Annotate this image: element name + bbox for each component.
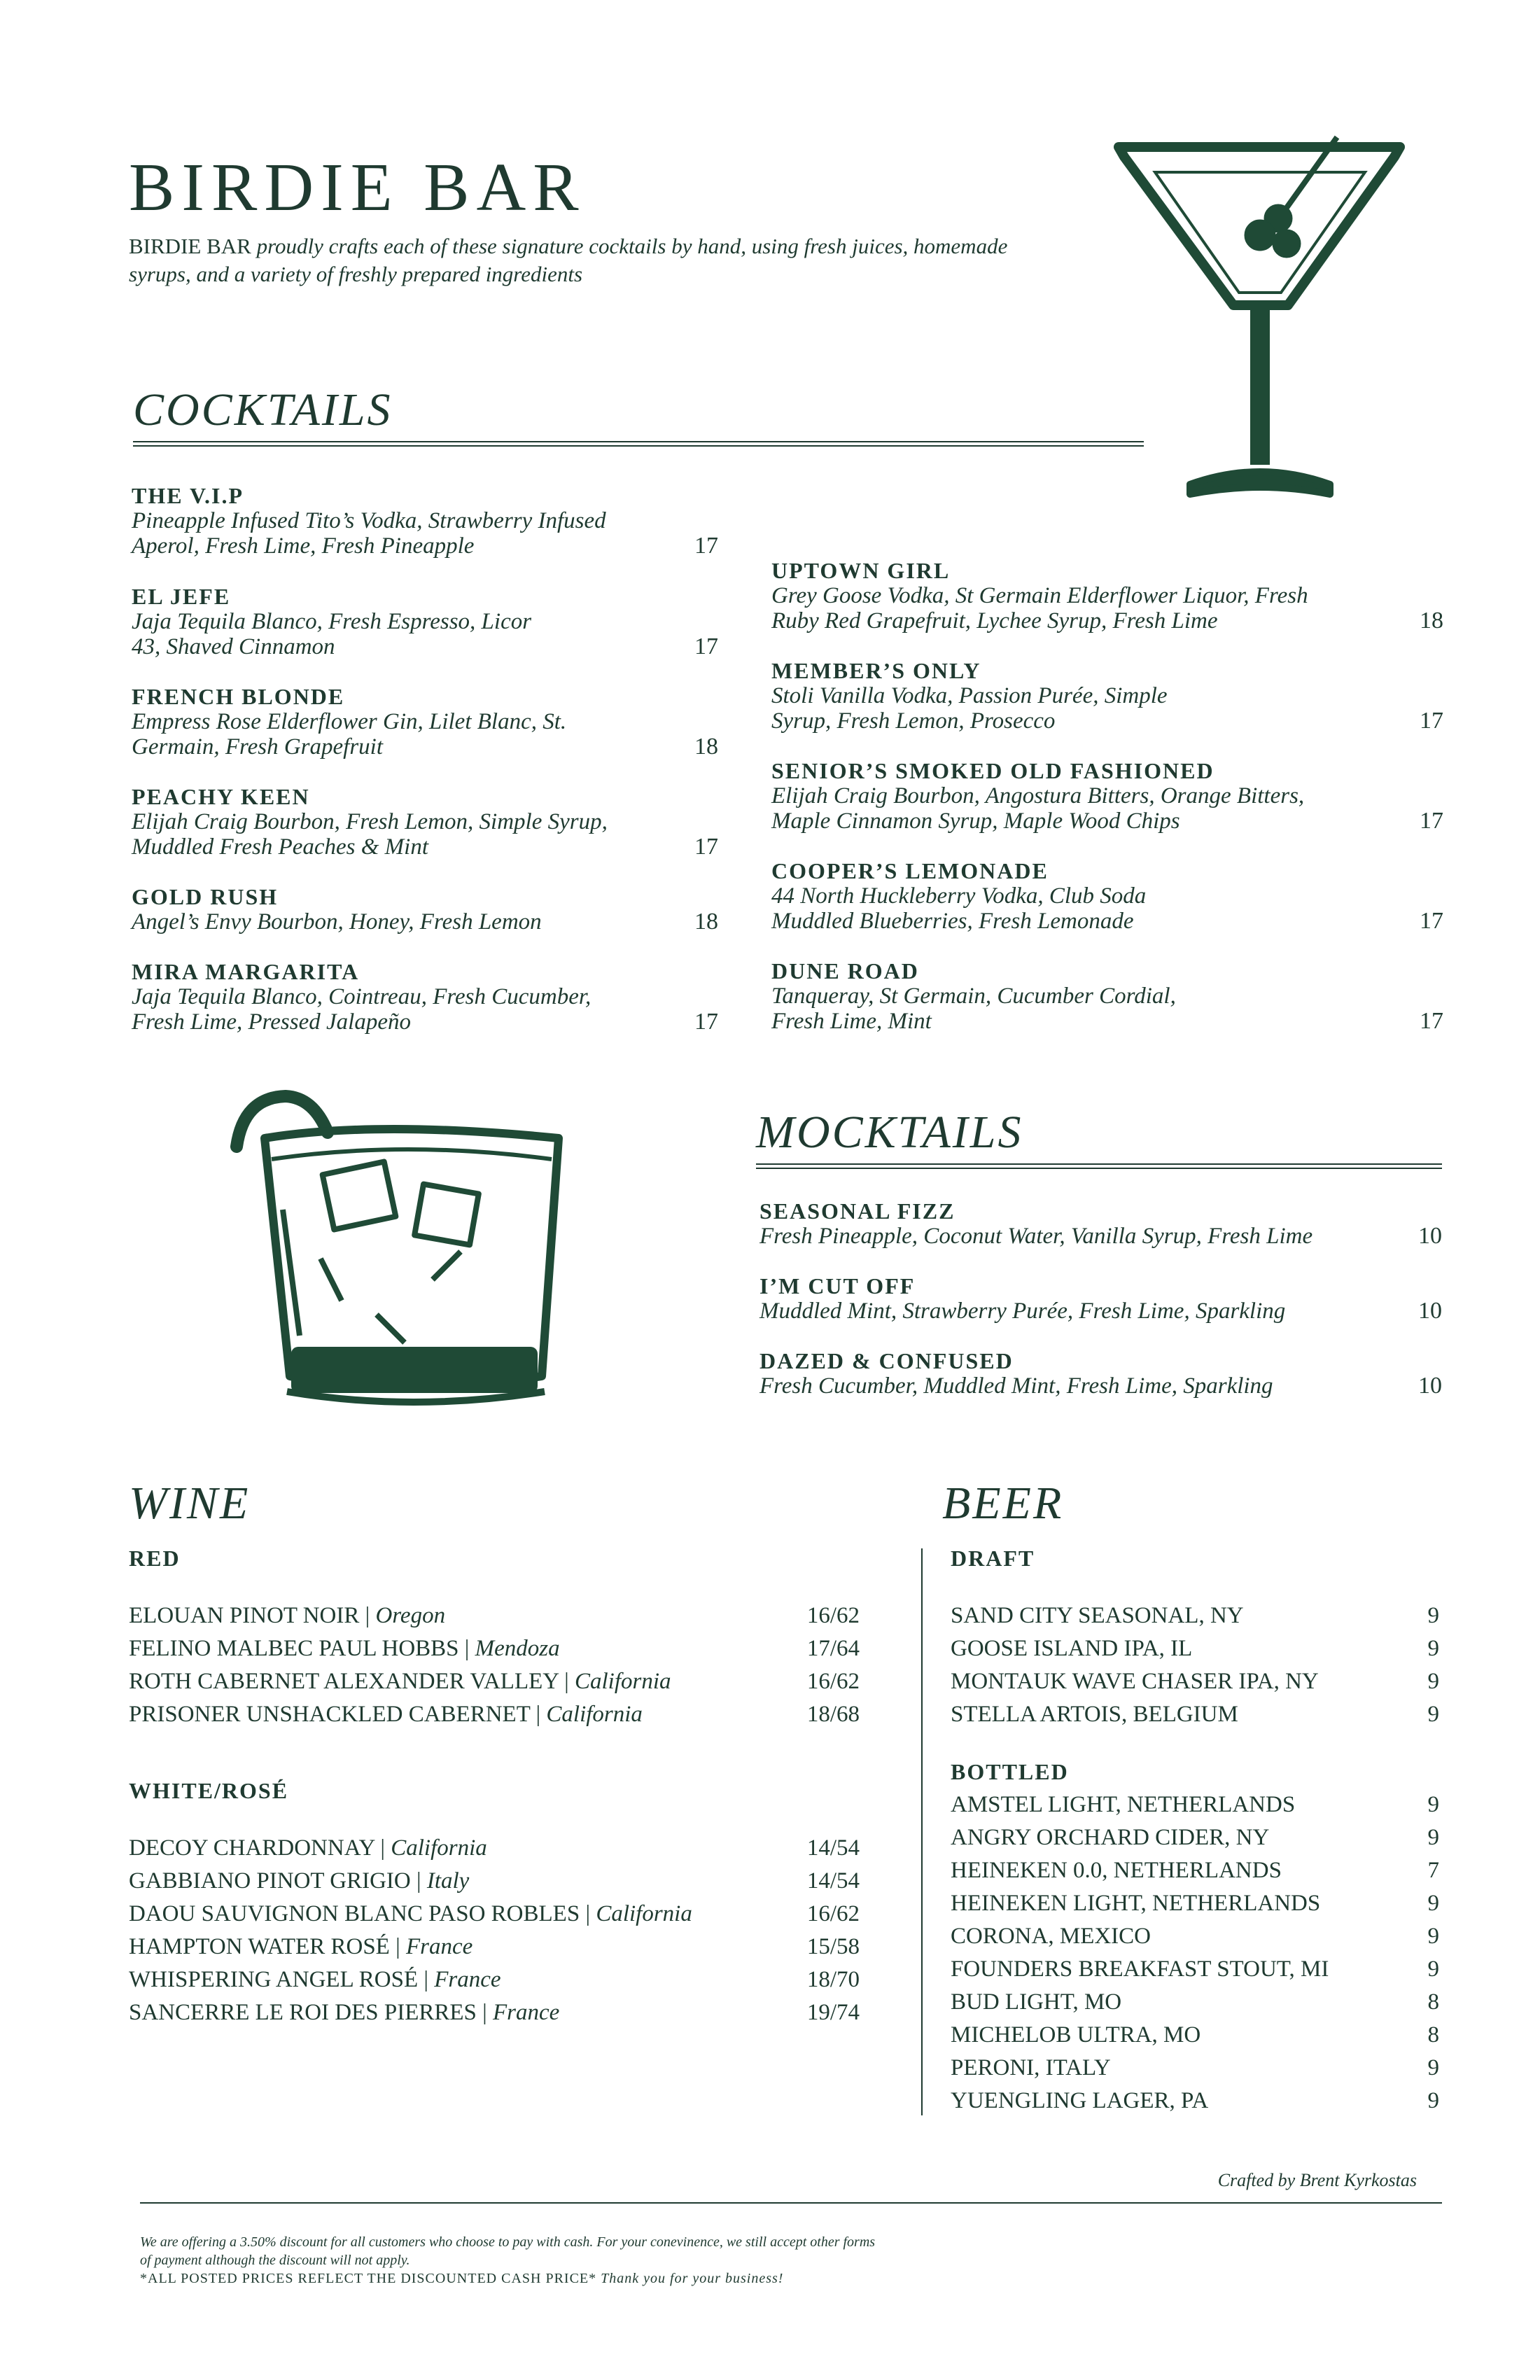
wine-region: California: [574, 1669, 671, 1694]
mocktail-desc: Fresh Pineapple, Coconut Water, Vanilla Syrup, Fresh Lime: [760, 1224, 1313, 1249]
martini-glass-icon: [1113, 130, 1407, 508]
mocktail-name: I’M CUT OFF: [760, 1273, 916, 1298]
wine-row: [129, 1998, 860, 2026]
cocktail-price: 18: [1420, 608, 1443, 634]
cocktails-heading: COCKTAILS: [133, 384, 393, 435]
beer-name: GOOSE ISLAND IPA, IL: [951, 1636, 1193, 1661]
wine-price: 18/68: [806, 1702, 860, 1727]
cocktail-desc: Elijah Craig Bourbon, Angostura Bitters, Orange Bitters, Maple Cinnamon Syrup, Maple Wood Chips: [771, 783, 1305, 834]
wine-region: Mendoza: [475, 1636, 560, 1661]
cocktail-price: 17: [1420, 908, 1443, 934]
page-title: BIRDIE BAR: [129, 150, 586, 225]
intro-text: [129, 232, 1039, 288]
wine-region: Italy: [426, 1868, 470, 1893]
mocktails-heading: MOCKTAILS: [756, 1107, 1023, 1158]
wine-name: SANCERRE LE ROI DES PIERRES |: [129, 2000, 493, 2025]
wine-name: HAMPTON WATER ROSÉ |: [129, 1934, 406, 1959]
cocktail-name: MEMBER’S ONLY: [771, 658, 981, 683]
footer-cash-note: [140, 2269, 1022, 2288]
wine-row: [129, 1700, 860, 1728]
wine-price: 16/62: [806, 1669, 860, 1694]
beer-row: [951, 1889, 1439, 1917]
cocktail-item: [771, 958, 1443, 1034]
beer-price: 9: [1427, 1891, 1439, 1916]
cocktail-item: [132, 959, 718, 1035]
beer-name: BUD LIGHT, MO: [951, 1989, 1122, 2015]
cocktail-item: [771, 558, 1443, 634]
beer-row: [951, 1700, 1439, 1728]
mocktail-name: SEASONAL FIZZ: [760, 1198, 955, 1224]
cocktail-desc: Tanqueray, St Germain, Cucumber Cordial, Fresh Lime, Mint: [771, 983, 1176, 1034]
wine-name: DECOY CHARDONNAY |: [129, 1835, 391, 1861]
cocktail-desc: Jaja Tequila Blanco, Fresh Espresso, Licor 43, Shaved Cinnamon: [132, 609, 532, 659]
beer-price: 9: [1427, 1702, 1439, 1727]
wine-beer-divider: [921, 1548, 923, 2115]
wine-row: [129, 1834, 860, 1862]
cocktail-name: GOLD RUSH: [132, 884, 279, 909]
cocktail-price: 18: [694, 909, 718, 934]
cocktail-price: 17: [694, 1009, 718, 1035]
beer-bottled-heading: BOTTLED: [951, 1759, 1069, 1784]
beer-name: HEINEKEN 0.0, NETHERLANDS: [951, 1858, 1282, 1883]
cocktail-price: 17: [1420, 708, 1443, 734]
cocktail-name: UPTOWN GIRL: [771, 558, 951, 583]
beer-price: 9: [1427, 1636, 1439, 1661]
cocktail-price: 17: [1420, 1008, 1443, 1034]
mocktails-divider: [756, 1163, 1442, 1169]
wine-price: 15/58: [806, 1934, 860, 1959]
beer-name: FOUNDERS BREAKFAST STOUT, MI: [951, 1956, 1329, 1982]
cocktail-price: 17: [1420, 808, 1443, 834]
cocktail-desc: 44 North Huckleberry Vodka, Club Soda Muddled Blueberries, Fresh Lemonade: [771, 883, 1147, 934]
wine-region: Oregon: [375, 1603, 446, 1628]
wine-row: [129, 1933, 860, 1961]
wine-price: 16/62: [806, 1901, 860, 1926]
mocktail-item: [760, 1348, 1442, 1399]
cocktail-desc: Jaja Tequila Blanco, Cointreau, Fresh Cucumber, Fresh Lime, Pressed Jalapeño: [132, 984, 592, 1035]
wine-region: California: [596, 1901, 692, 1926]
beer-price: 9: [1427, 1924, 1439, 1949]
wine-region: France: [434, 1967, 501, 1992]
cocktail-desc: Empress Rose Elderflower Gin, Lilet Blanc, St. Germain, Fresh Grapefruit: [132, 709, 567, 760]
wine-red-heading: RED: [129, 1546, 181, 1571]
cocktail-price: 18: [694, 734, 718, 760]
beer-row: [951, 1922, 1439, 1950]
wine-row: [129, 1867, 860, 1895]
wine-name: FELINO MALBEC PAUL HOBBS |: [129, 1636, 475, 1661]
beer-name: AMSTEL LIGHT, NETHERLANDS: [951, 1792, 1296, 1817]
cocktail-desc: Grey Goose Vodka, St Germain Elderflower Liquor, Fresh Ruby Red Grapefruit, Lychee Syrup, Fresh Lime: [771, 583, 1308, 634]
beer-row: [951, 1988, 1439, 2016]
beer-row: [951, 2054, 1439, 2082]
wine-name: GABBIANO PINOT GRIGIO |: [129, 1868, 427, 1893]
wine-price: 17/64: [806, 1636, 860, 1661]
beer-row: [951, 1791, 1439, 1819]
beer-row: [951, 1955, 1439, 1983]
cocktail-item: [132, 684, 718, 760]
wine-white-heading: WHITE/ROSÉ: [129, 1778, 289, 1803]
beer-price: 9: [1427, 1603, 1439, 1628]
credit-text: Crafted by Brent Kyrkostas: [1217, 2170, 1417, 2190]
footer-note: We are offering a 3.50% discount for all customers who choose to pay with cash. For your conevinence, we still accept other forms of payment although the discount will not apply.: [140, 2234, 876, 2268]
wine-row: [129, 1602, 860, 1630]
intro-body: proudly crafts each of these signature cocktails by hand, using fresh juices, homemade syrups, and a variety of freshly prepared ingredients: [129, 234, 1008, 286]
cocktail-price: 17: [694, 634, 718, 659]
mocktail-price: 10: [1418, 1298, 1442, 1324]
wine-name: PRISONER UNSHACKLED CABERNET |: [129, 1702, 547, 1727]
cocktail-name: FRENCH BLONDE: [132, 684, 345, 709]
wine-row: [129, 1667, 860, 1695]
cocktails-divider: [133, 441, 1144, 447]
wine-region: California: [546, 1702, 643, 1727]
footer-price-note: *ALL POSTED PRICES REFLECT THE DISCOUNTED CASH PRICE*: [140, 2271, 597, 2286]
beer-row: [951, 2021, 1439, 2049]
footer-thanks: Thank you for your business!: [596, 2271, 784, 2286]
cocktail-desc: Angel’s Envy Bourbon, Honey, Fresh Lemon: [132, 909, 542, 934]
beer-name: STELLA ARTOIS, BELGIUM: [951, 1702, 1238, 1727]
cocktail-price: 17: [694, 834, 718, 860]
beer-name: YUENGLING LAGER, PA: [951, 2088, 1209, 2113]
beer-name: MICHELOB ULTRA, MO: [951, 2022, 1201, 2047]
cocktail-item: [771, 658, 1443, 734]
beer-price: 7: [1427, 1858, 1439, 1883]
cocktail-item: [132, 784, 718, 860]
beer-price: 9: [1427, 2088, 1439, 2113]
cocktail-item: [771, 858, 1443, 934]
mocktail-price: 10: [1418, 1373, 1442, 1399]
cocktail-desc: Stoli Vanilla Vodka, Passion Purée, Simple Syrup, Fresh Lemon, Prosecco: [771, 683, 1168, 734]
beer-row: [951, 1823, 1439, 1851]
mocktail-desc: Muddled Mint, Strawberry Purée, Fresh Lime, Sparkling: [760, 1298, 1286, 1324]
wine-price: 18/70: [806, 1967, 860, 1992]
wine-name: ELOUAN PINOT NOIR |: [129, 1603, 376, 1628]
cocktail-name: PEACHY KEEN: [132, 784, 310, 809]
footer-divider: [140, 2202, 1442, 2204]
beer-price: 8: [1427, 1989, 1439, 2015]
beer-name: MONTAUK WAVE CHASER IPA, NY: [951, 1669, 1319, 1694]
mocktail-desc: Fresh Cucumber, Muddled Mint, Fresh Lime, Sparkling: [760, 1373, 1273, 1399]
wine-price: 14/54: [806, 1868, 860, 1893]
beer-row: [951, 1602, 1439, 1630]
beer-price: 8: [1427, 2022, 1439, 2047]
beer-row: [951, 1856, 1439, 1884]
cocktail-item: [771, 758, 1443, 834]
wine-price: 19/74: [806, 2000, 860, 2025]
wine-price: 16/62: [806, 1603, 860, 1628]
wine-name: ROTH CABERNET ALEXANDER VALLEY |: [129, 1669, 575, 1694]
cocktail-name: SENIOR’S SMOKED OLD FASHIONED: [771, 758, 1214, 783]
cocktail-item: [132, 483, 718, 559]
wine-row: [129, 1966, 860, 1994]
wine-price: 14/54: [806, 1835, 860, 1861]
beer-price: 9: [1427, 2055, 1439, 2080]
beer-name: ANGRY ORCHARD CIDER, NY: [951, 1825, 1270, 1850]
beer-price: 9: [1427, 1956, 1439, 1982]
cocktail-price: 17: [694, 533, 718, 559]
wine-name: DAOU SAUVIGNON BLANC PASO ROBLES |: [129, 1901, 596, 1926]
intro-brand: BIRDIE BAR: [129, 234, 251, 258]
mocktail-item: [760, 1273, 1442, 1324]
wine-name: WHISPERING ANGEL ROSÉ |: [129, 1967, 435, 1992]
wine-row: [129, 1900, 860, 1928]
cocktail-name: THE V.I.P: [132, 483, 244, 508]
wine-region: France: [405, 1934, 473, 1959]
cocktail-desc: Pineapple Infused Tito’s Vodka, Strawberry Infused Aperol, Fresh Lime, Fresh Pineapple: [132, 508, 606, 559]
beer-price: 9: [1427, 1825, 1439, 1850]
beer-row: [951, 1667, 1439, 1695]
beer-name: HEINEKEN LIGHT, NETHERLANDS: [951, 1891, 1321, 1916]
wine-region: California: [391, 1835, 487, 1861]
cocktail-item: [132, 884, 718, 934]
rocks-glass-icon: [223, 1084, 573, 1420]
mocktail-item: [760, 1198, 1442, 1249]
beer-name: SAND CITY SEASONAL, NY: [951, 1603, 1244, 1628]
mocktail-price: 10: [1418, 1223, 1442, 1249]
cocktail-name: MIRA MARGARITA: [132, 959, 360, 984]
wine-region: France: [493, 2000, 560, 2025]
beer-name: CORONA, MEXICO: [951, 1924, 1152, 1949]
beer-price: 9: [1427, 1669, 1439, 1694]
beer-row: [951, 1634, 1439, 1662]
beer-heading: BEER: [942, 1478, 1064, 1529]
cocktail-name: EL JEFE: [132, 584, 231, 609]
wine-heading: WINE: [129, 1478, 251, 1529]
beer-price: 9: [1427, 1792, 1439, 1817]
beer-draft-heading: DRAFT: [951, 1546, 1035, 1571]
mocktail-name: DAZED & CONFUSED: [760, 1348, 1014, 1373]
cocktail-item: [132, 584, 718, 659]
cocktail-name: DUNE ROAD: [771, 958, 919, 983]
beer-name: PERONI, ITALY: [951, 2055, 1111, 2080]
cocktail-name: COOPER’S LEMONADE: [771, 858, 1049, 883]
beer-row: [951, 2087, 1439, 2115]
cocktail-desc: Elijah Craig Bourbon, Fresh Lemon, Simple Syrup, Muddled Fresh Peaches & Mint: [132, 809, 608, 860]
wine-row: [129, 1634, 860, 1662]
